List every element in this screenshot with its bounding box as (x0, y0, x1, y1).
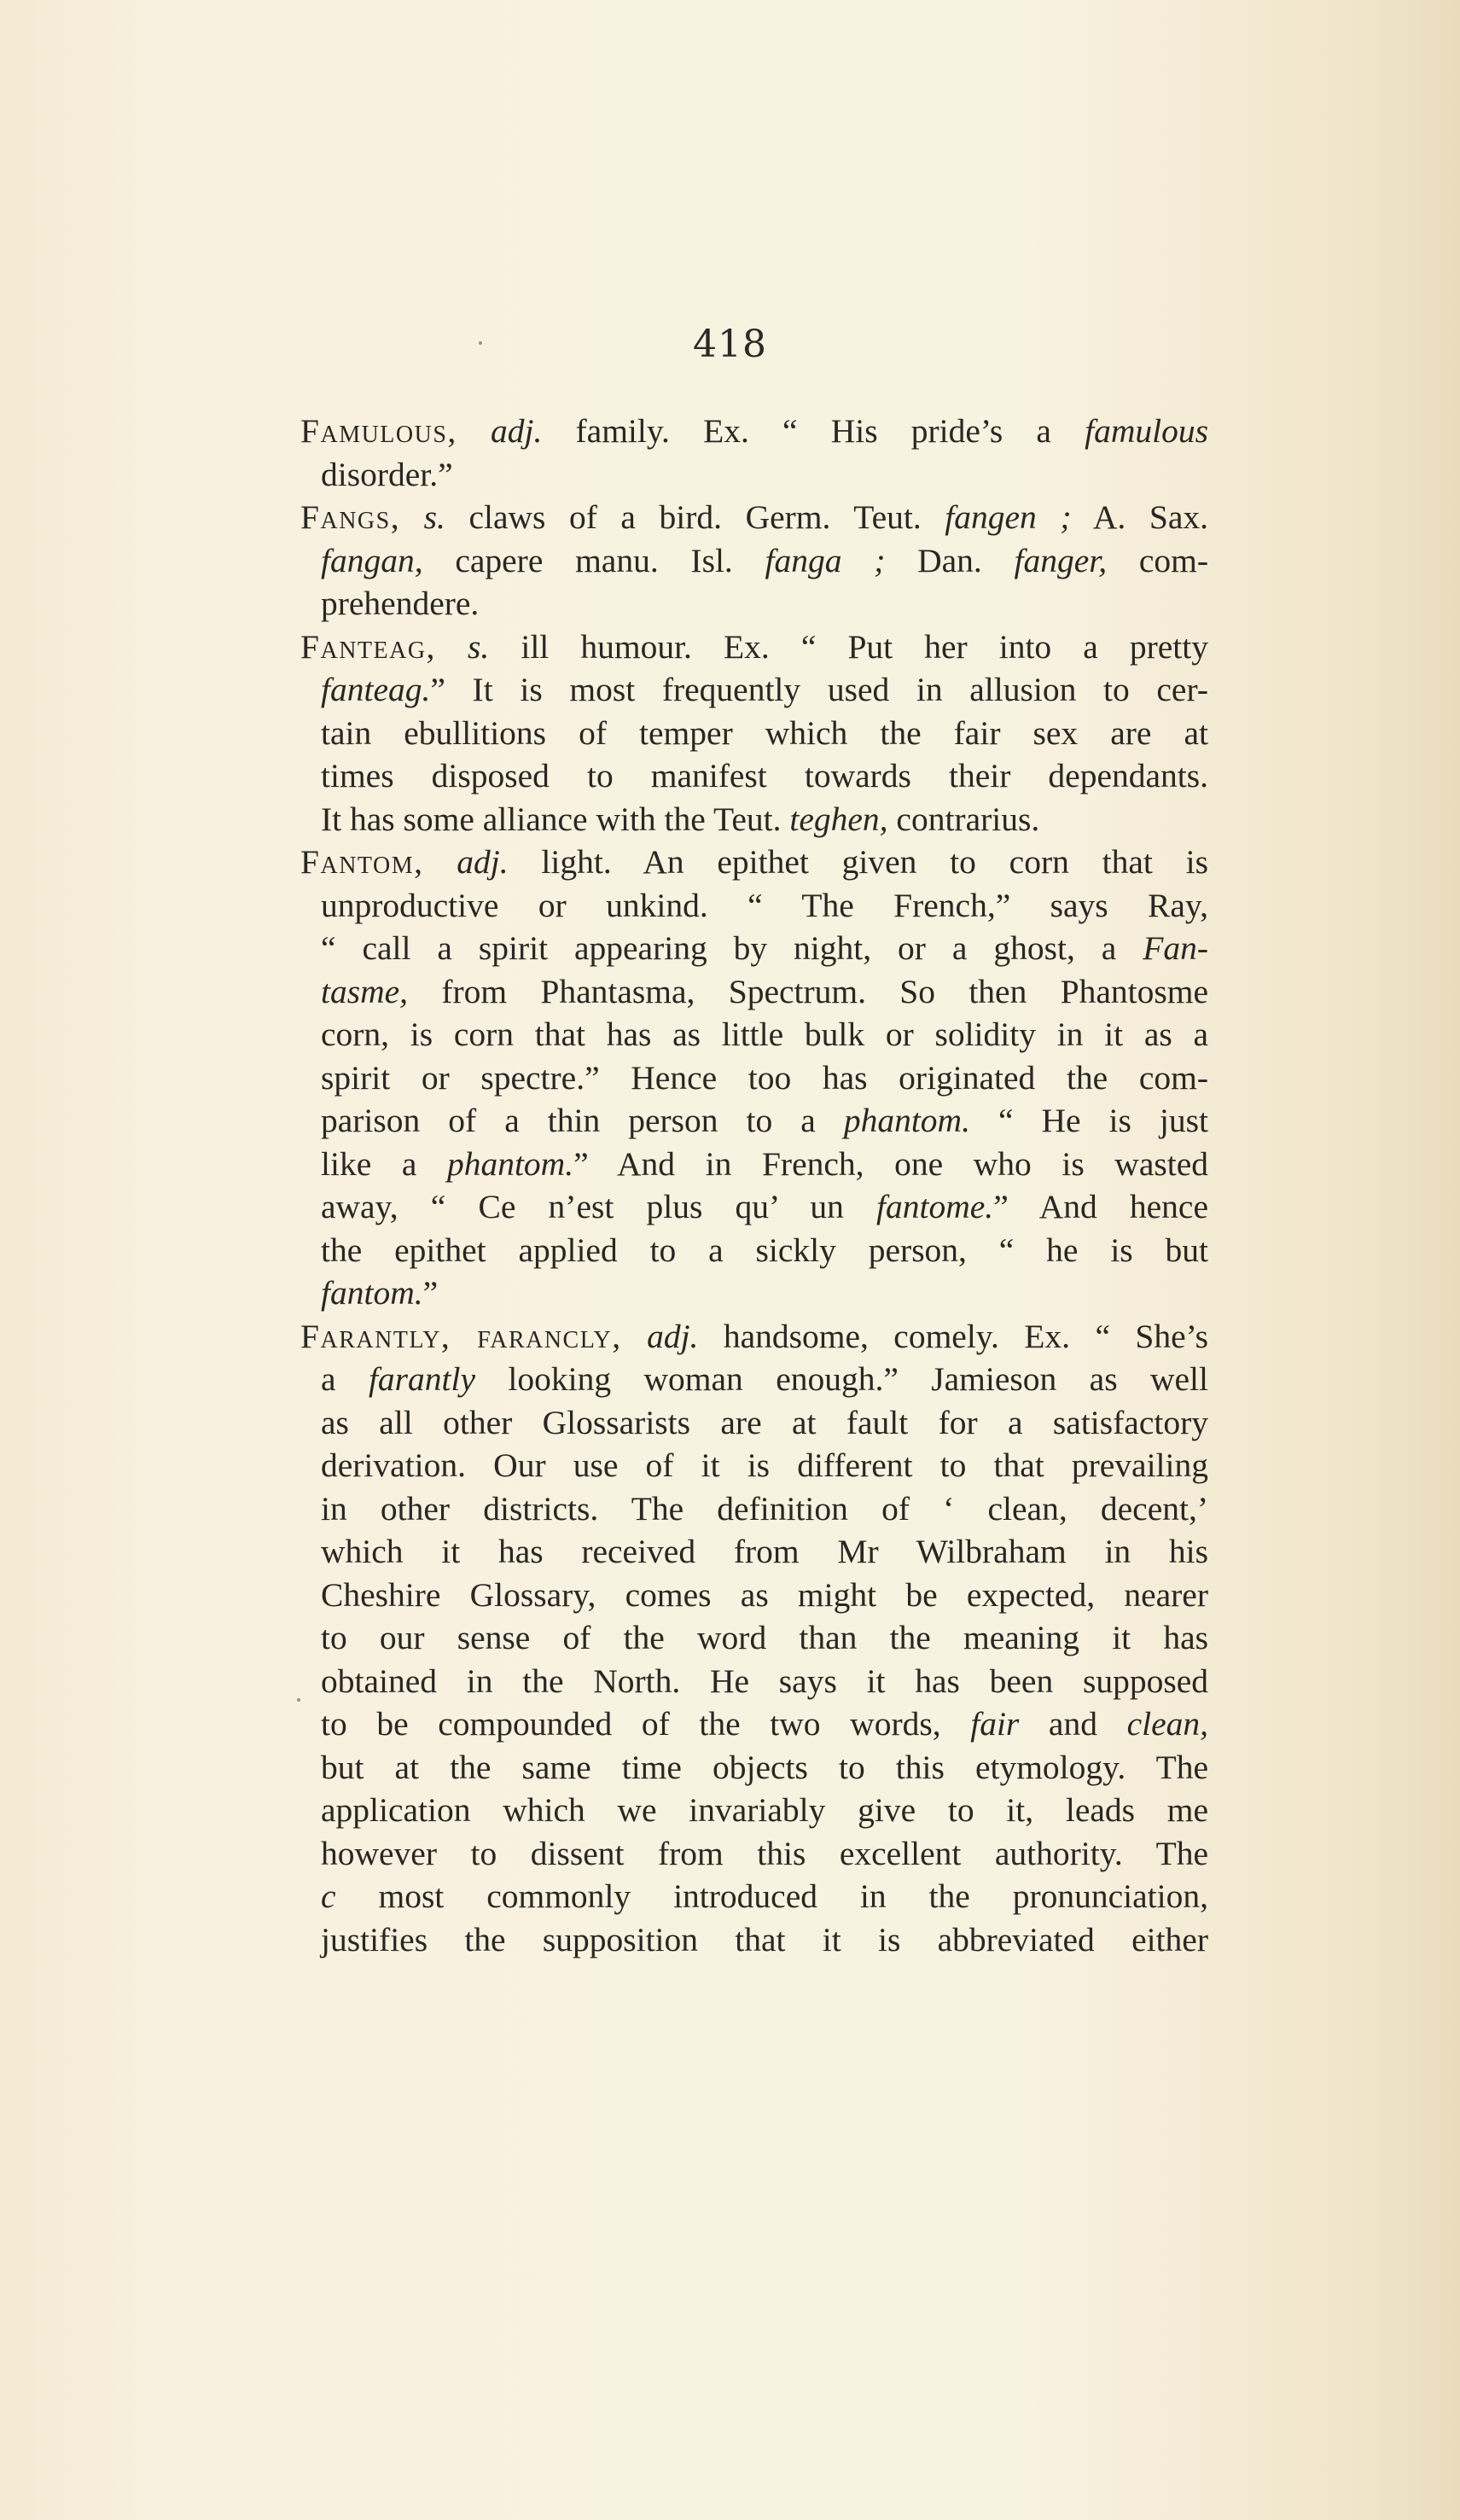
text-line (300, 1013, 1208, 1056)
italic-term: famulous (1085, 412, 1208, 450)
text-line (300, 1789, 1208, 1832)
text-line (300, 1746, 1208, 1790)
text-run: spirit or spectre.” Hence too has originated the com- (321, 1058, 1208, 1097)
headword: Fanteag, (300, 627, 436, 666)
italic-term: fantome. (876, 1188, 994, 1225)
text-run: prehendere. (321, 585, 480, 622)
text-run: like a (321, 1144, 447, 1183)
text-line (300, 927, 1208, 970)
text-line (300, 1444, 1208, 1487)
italic-term: fangen ; (945, 498, 1072, 536)
text-line (300, 1918, 1208, 1962)
text-line (300, 884, 1208, 928)
text-line (300, 668, 1208, 712)
text-line (300, 1832, 1208, 1876)
text-run: capere manu. Isl. (422, 541, 765, 579)
text-line (300, 1574, 1208, 1617)
italic-term: fanga ; (765, 541, 886, 579)
text-run: contrarius. (887, 800, 1040, 838)
text-run: handsome, comely. Ex. “ She’s (698, 1317, 1208, 1355)
text-run: to our sense of the word than the meaning it has (321, 1619, 1208, 1656)
text-run: disorder.” (321, 455, 453, 493)
text-run: a (321, 1360, 369, 1398)
text-line (300, 1616, 1208, 1660)
text-run: the epithet applied to a sickly person, “ he is but (321, 1231, 1208, 1269)
italic-term: s. (423, 498, 445, 536)
text-line (300, 1229, 1208, 1272)
text-run: Dan. (885, 541, 1015, 579)
text-run: ” (422, 1274, 439, 1312)
text-run: ill humour. Ex. “ Put her into a pretty (489, 627, 1208, 666)
text-run: to be compounded of the two words, (321, 1705, 971, 1743)
text-run: ” It is most frequently used in allusion to cer- (430, 671, 1208, 708)
text-run: looking woman enough.” Jamieson as well (475, 1360, 1208, 1398)
text-line (300, 1143, 1208, 1186)
text-line (300, 1487, 1208, 1531)
text-run: Cheshire Glossary, comes as might be expected, nearer (321, 1575, 1208, 1614)
text-line (300, 582, 1208, 626)
text-run: “ call a spirit appearing by night, or a ghost, a (321, 929, 1143, 967)
text-run: light. An epithet given to corn that is (508, 843, 1209, 881)
italic-term: c (321, 1877, 336, 1915)
text-run: in other districts. The definition of ‘ clean, decent,’ (321, 1489, 1208, 1528)
text-run (622, 1318, 647, 1355)
italic-term: fair (970, 1705, 1020, 1743)
text-line (300, 1315, 1208, 1359)
text-run: and (1019, 1705, 1127, 1743)
text-line (300, 712, 1208, 755)
text-line (300, 1185, 1208, 1229)
italic-term: fantom. (321, 1274, 423, 1312)
text-run: times disposed to manifest towards their dependants. (321, 757, 1208, 794)
headword: Famulous, (300, 412, 457, 450)
italic-term: farantly (368, 1360, 476, 1398)
text-run: A. Sax. (1071, 498, 1208, 536)
text-line (300, 1358, 1208, 1401)
text-run: unproductive or unkind. “ The French,” says Ray, (321, 886, 1208, 924)
italic-term: teghen, (789, 800, 888, 838)
text-run: com- (1107, 541, 1208, 579)
text-line (300, 1530, 1208, 1574)
italic-term: Fan- (1143, 929, 1208, 967)
text-run: derivation. Our use of it is different to that prevailing (321, 1446, 1208, 1484)
italic-term: s. (468, 627, 490, 666)
text-line (300, 1702, 1208, 1746)
italic-term: clean, (1126, 1705, 1208, 1743)
text-run: as all other Glossarists are at fault for a satisfactory (321, 1403, 1208, 1441)
headword: Fangs, (300, 498, 401, 536)
glossary-text (300, 410, 1208, 1961)
text-run (457, 412, 491, 450)
italic-term: adj. (647, 1317, 699, 1355)
text-run: but at the same time objects to this etymology. The (321, 1748, 1208, 1786)
text-line (300, 453, 1208, 497)
text-run: justifies the supposition that it is abbreviated either (321, 1920, 1208, 1958)
text-run: family. Ex. “ His pride’s a (542, 412, 1085, 450)
text-line (300, 1056, 1208, 1100)
text-run: obtained in the North. He says it has been supposed (321, 1662, 1208, 1700)
page-number: 418 (693, 323, 767, 366)
text-line (300, 1272, 1208, 1315)
text-line (300, 1875, 1208, 1918)
text-run: It has some alliance with the Teut. (321, 800, 790, 838)
italic-term: phantom. (446, 1144, 574, 1183)
text-run (436, 628, 468, 666)
text-run: “ He is just (969, 1102, 1208, 1139)
text-line (300, 539, 1208, 583)
text-run: application which we invariably give to it, leads me (321, 1791, 1208, 1829)
text-run (400, 498, 424, 536)
text-line (300, 1401, 1208, 1445)
headword: Fantom, (300, 843, 424, 881)
text-line (300, 496, 1208, 539)
text-line (300, 970, 1208, 1014)
text-run: parison of a thin person to a (321, 1102, 844, 1139)
italic-term: adj. (457, 843, 509, 881)
text-run: ” And hence (993, 1188, 1208, 1225)
text-run: from Phantasma, Spectrum. So then Phantosme (408, 972, 1208, 1010)
italic-term: adj. (490, 412, 543, 450)
text-run: corn, is corn that has as little bulk or solidity in it as a (321, 1016, 1208, 1053)
text-line (300, 798, 1208, 841)
italic-term: fanger, (1014, 541, 1108, 579)
italic-term: tasme, (321, 972, 409, 1010)
text-line (300, 1660, 1208, 1703)
italic-term: fangan, (321, 541, 423, 579)
text-run (424, 843, 457, 881)
text-run: which it has received from Mr Wilbraham in his (321, 1533, 1208, 1570)
text-run: ” And in French, one who is wasted (573, 1144, 1208, 1183)
text-run: away, “ Ce n’est plus qu’ un (321, 1188, 877, 1225)
text-line (300, 410, 1208, 453)
text-line (300, 1099, 1208, 1143)
italic-term: fanteag. (321, 671, 431, 708)
text-run: claws of a bird. Germ. Teut. (445, 498, 945, 536)
text-line (300, 754, 1208, 798)
text-run: however to dissent from this excellent authority. The (321, 1834, 1208, 1872)
text-line (300, 626, 1208, 669)
stray-mark (479, 341, 482, 345)
italic-term: phantom. (843, 1102, 970, 1139)
text-run: most commonly introduced in the pronunciation, (335, 1877, 1208, 1915)
headword: Farantly, farancly, (300, 1317, 622, 1355)
text-line (300, 841, 1208, 884)
text-run: tain ebullitions of temper which the fair sex are at (321, 713, 1208, 752)
